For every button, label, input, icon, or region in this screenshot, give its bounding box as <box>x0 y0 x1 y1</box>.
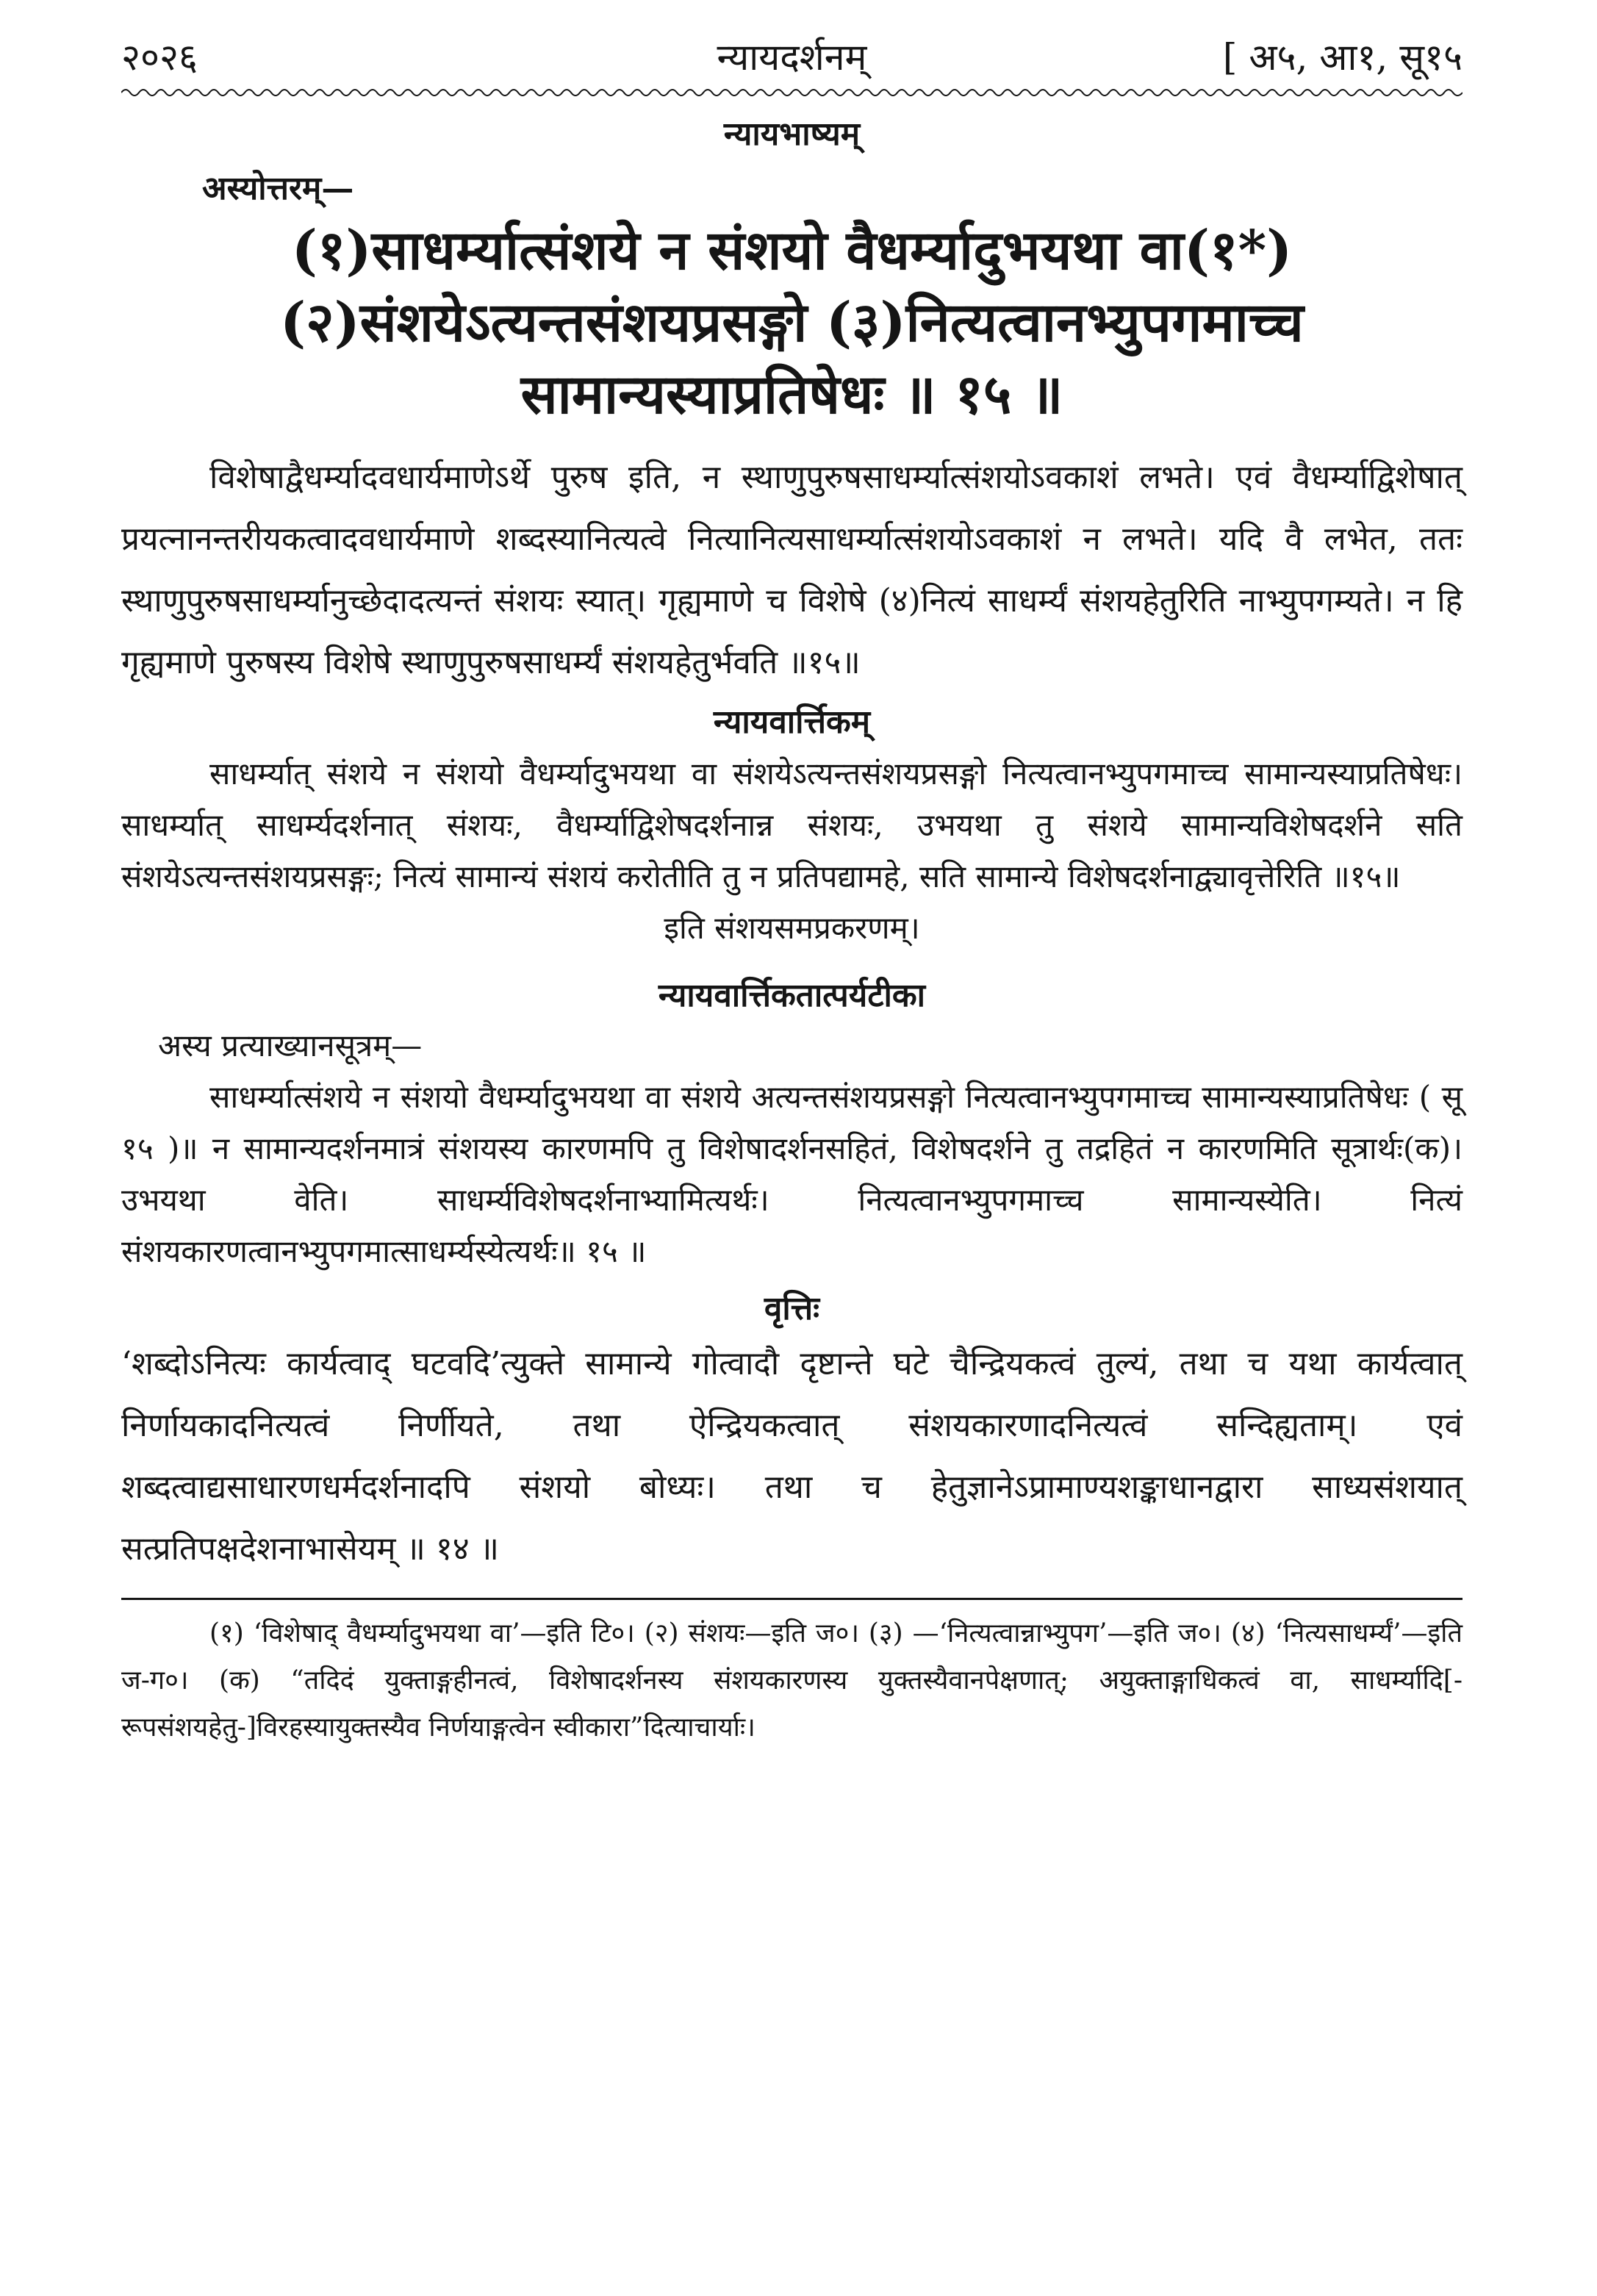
running-header <box>121 26 1463 78</box>
bhashya-commentary: विशेषाद्वैधर्म्यादवधार्यमाणेऽर्थे पुरुष इति, न स्थाणुपुरुषसाधर्म्यात्संशयोऽवकाशं लभते। एवं वैधर्म्याद्विशेषात् प्रयत्नानन्तरीयकत्वादवधार्यमाणे शब्दस्यानित्यत्वे नित्यानित्यसाधर्म्यात्संशयोऽवकाशं न लभते। यदि वै लभेत, ततः स्थाणुपुरुषसाधर्म्यानुच्छेदादत्यन्तं संशयः स्यात्। गृह्यमाणे च विशेषे (४)नित्यं साधर्म्यं संशयहेतुरिति नाभ्युपगम्यते। न हि गृह्यमाणे पुरुषस्य विशेषे स्थाणुपुरुषसाधर्म्यं संशयहेतुर्भवति ॥१५॥ <box>121 459 1463 681</box>
page-number: २०२६ <box>121 36 198 79</box>
book-title: न्यायदर्शनम् <box>717 36 867 79</box>
vritti-text: ‘शब्दोऽनित्यः कार्यत्वाद् घटवदि’त्युक्ते सामान्ये गोत्वादौ दृष्टान्ते घटे चैन्द्रियकत्वं तुल्यं, तथा च यथा कार्यत्वात् निर्णायकादनित्यत्वं निर्णीयते, तथा ऐन्द्रियकत्वात् संशयकारणादनित्यत्वं सन्दिह्यताम्। एवं शब्दत्वाद्यसाधारणधर्मदर्शनादपि संशयो बोध्यः। तथा च हेतुज्ञानेऽप्रामाण्यशङ्काधानद्वारा साध्यसंशयात् सत्प्रतिपक्षदेशनाभासेयम् ॥ १४ ॥ <box>121 1345 1463 1568</box>
wavy-rule <box>121 87 1463 98</box>
sutra-line: सामान्यस्याप्रतिषेधः ॥ १५ ॥ <box>520 363 1063 426</box>
sutra-block <box>121 215 1463 431</box>
tika-text: साधर्म्यात्संशये न संशयो वैधर्म्यादुभयथा वा संशये अत्यन्तसंशयप्रसङ्गो नित्यत्वानभ्युपगमाच्च सामान्यस्याप्रतिषेधः ( सू १५ )॥ न सामान्यदर्शनमात्रं संशयस्य कारणमपि तु विशेषादर्शनसहितं, विशेषदर्शने तु तद्रहितं न कारणमिति सूत्रार्थः(क)। उभयथा वेति। साधर्म्यविशेषदर्शनाभ्यामित्यर्थः। नित्यत्वानभ्युपगमाच्च सामान्यस्येति। नित्यं संशयकारणत्वानभ्युपगमात्साधर्म्यस्येत्यर्थः॥ १५ ॥ <box>121 1079 1463 1269</box>
vartika-heading: न्यायवार्त्तिकम् <box>713 703 871 741</box>
footnotes: (१) ‘विशेषाद् वैधर्म्यादुभयथा वा’—इति टि०। (२) संशयः—इति ज०। (३) —‘नित्यत्वान्नाभ्युपग’—इति ज०। (४) ‘नित्यसाधर्म्यं’—इति ज-ग०। (क) “तदिदं युक्ताङ्गहीनत्वं, विशेषादर्शनस्य संशयकारणस्य युक्तस्यैवानपेक्षणात्; अयुक्ताङ्गाधिकत्वं वा, साधर्म्यादि[-रूपसंशयहेतु-]विरहस्यायुक्तस्यैव निर्णयाङ्गत्वेन स्वीकारा”दित्याचार्याः। <box>121 1618 1463 1743</box>
chapter-reference: [ अ५, आ१, सू१५ <box>1222 36 1463 79</box>
tika-intro: अस्य प्रत्याख्यानसूत्रम्— <box>158 1027 423 1063</box>
section-closing: इति संशयसमप्रकरणम्। <box>664 910 920 946</box>
sutra-line: (१)साधर्म्यात्संशये न संशयो वैधर्म्यादुभयथा वा(१*) <box>291 219 1293 282</box>
bhashya-heading: न्यायभाष्यम् <box>723 115 861 153</box>
footnote-rule <box>121 1598 1463 1600</box>
tika-heading: न्यायवार्त्तिकतात्पर्यटीका <box>658 977 926 1014</box>
sutra-line: (२)संशयेऽत्यन्तसंशयप्रसङ्गो (३)नित्यत्वानभ्युपगमाच्च <box>280 291 1304 354</box>
vritti-heading: वृत्तिः <box>764 1290 820 1327</box>
page <box>121 26 1463 1751</box>
vartika-text: साधर्म्यात् संशये न संशयो वैधर्म्यादुभयथा वा संशयेऽत्यन्तसंशयप्रसङ्गो नित्यत्वानभ्युपगमाच्च सामान्यस्याप्रतिषेधः। साधर्म्यात् साधर्म्यदर्शनात् संशयः, वैधर्म्याद्विशेषदर्शनान्न संशयः, उभयथा तु संशये सामान्यविशेषदर्शने सति संशयेऽत्यन्तसंशयप्रसङ्गः; नित्यं सामान्यं संशयं करोतीति तु न प्रतिपद्यामहे, सति सामान्ये विशेषदर्शनाद्व्यावृत्तेरिति ॥१५॥ <box>121 756 1463 894</box>
bhashya-intro: अस्योत्तरम्— <box>202 170 354 207</box>
